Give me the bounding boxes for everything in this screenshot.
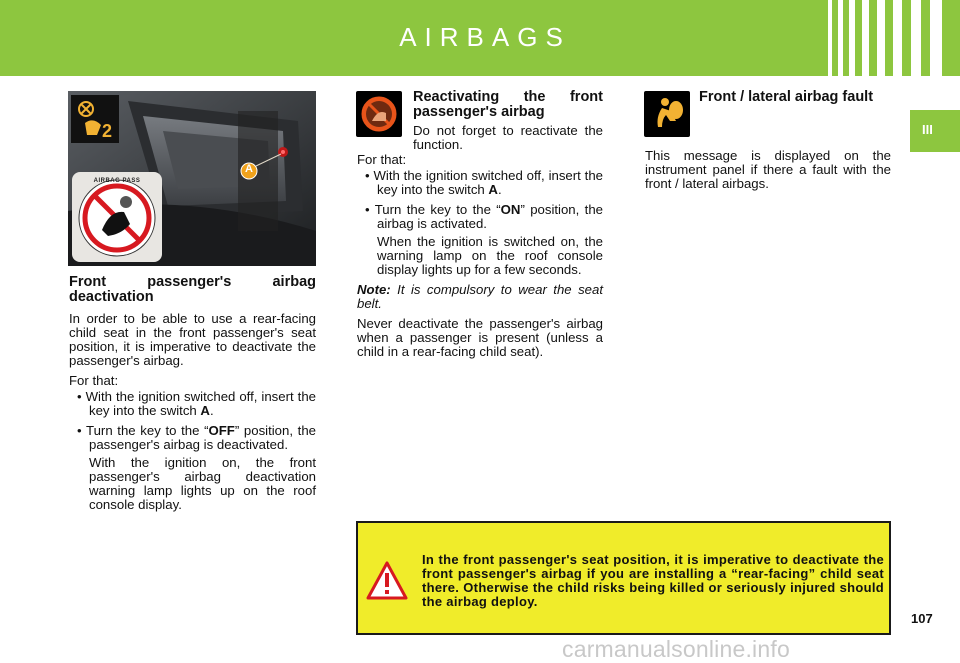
deactivation-heading: Front passenger's airbag deactivation [69, 274, 316, 305]
warning-triangle-icon [366, 561, 408, 601]
fault-body: This message is displayed on the instrument panel if there a fault with the front / lateral airbags. [645, 148, 891, 191]
reactivation-intro: Do not forget to reactivate the function. [413, 123, 603, 152]
airbag-pass-label: AIRBAG PASS [93, 178, 141, 184]
reactivation-header [413, 90, 603, 158]
watermark: carmanualsonline.info [562, 636, 790, 662]
reactivation-step-1: • With the ignition switched off, insert the key into the switch A. [365, 168, 603, 197]
glovebox-photo [68, 91, 316, 266]
seatbelt-note: Note: It is compulsory to wear the seat belt. [357, 282, 603, 311]
fault-header [699, 90, 891, 112]
never-deactivate-text: Never deactivate the passenger's airbag when a passenger is present (unless a child in a rear-facing child seat). [357, 316, 603, 359]
airbag-pass-sticker-icon [72, 172, 162, 262]
column-deactivation [69, 275, 316, 518]
reactivation-step-2: • Turn the key to the “ON” position, the airbag is activated. [365, 202, 603, 231]
header-stripe [893, 0, 902, 76]
airbag-fault-symbol-box [644, 91, 690, 137]
no-airbag-icon [356, 91, 402, 137]
deactivation-step-1: • With the ignition switched off, insert the key into the switch A. [77, 389, 316, 418]
column-fault [645, 149, 891, 197]
header-stripe [930, 0, 942, 76]
page-title: AIRBAGS [399, 22, 571, 52]
section-tab[interactable]: III [910, 110, 960, 152]
airbag-fault-icon [644, 91, 690, 137]
warning-text: In the front passenger's seat position, it is imperative to deactivate the front passenger's airbag if you are installing a “rear-facing” child seat there. Otherwise the child risks being killed or seriously injured should the airbag deploy. [422, 552, 884, 609]
column-reactivation [357, 153, 603, 365]
header-stripe [862, 0, 869, 76]
header-stripe [911, 0, 921, 76]
airbag-off-lamp-icon [71, 95, 119, 143]
deactivation-intro: In order to be able to use a rear-facing child seat in the front passenger's seat position, it is imperative to deactivate the passenger's airbag. [69, 311, 316, 368]
header-stripe [849, 0, 855, 76]
reactivation-lamp-note: When the ignition is switched on, the warning lamp on the roof console display lights up for a few seconds. [377, 234, 603, 277]
deactivation-for-that: For that: [69, 373, 119, 388]
svg-text:2: 2 [102, 121, 113, 141]
deactivation-step-2: • Turn the key to the “OFF” position, the passenger's airbag is deactivated. [77, 423, 316, 452]
reactivation-heading: Reactivating the front passenger's airbag [413, 89, 603, 120]
header-stripe [828, 0, 832, 76]
deactivation-lamp-note: With the ignition on, the front passenger's airbag deactivation warning lamp lights up on the roof console display. [89, 455, 316, 512]
callout-a-label: A [245, 163, 253, 175]
header-stripe [877, 0, 885, 76]
warning-box [356, 521, 891, 635]
airbag-off-symbol-box [356, 91, 402, 137]
reactivation-for-that: For that: [357, 152, 407, 167]
fault-heading: Front / lateral airbag fault [699, 89, 874, 105]
page-number: 107 [911, 611, 933, 626]
header-band [0, 0, 960, 76]
header-stripe [838, 0, 843, 76]
